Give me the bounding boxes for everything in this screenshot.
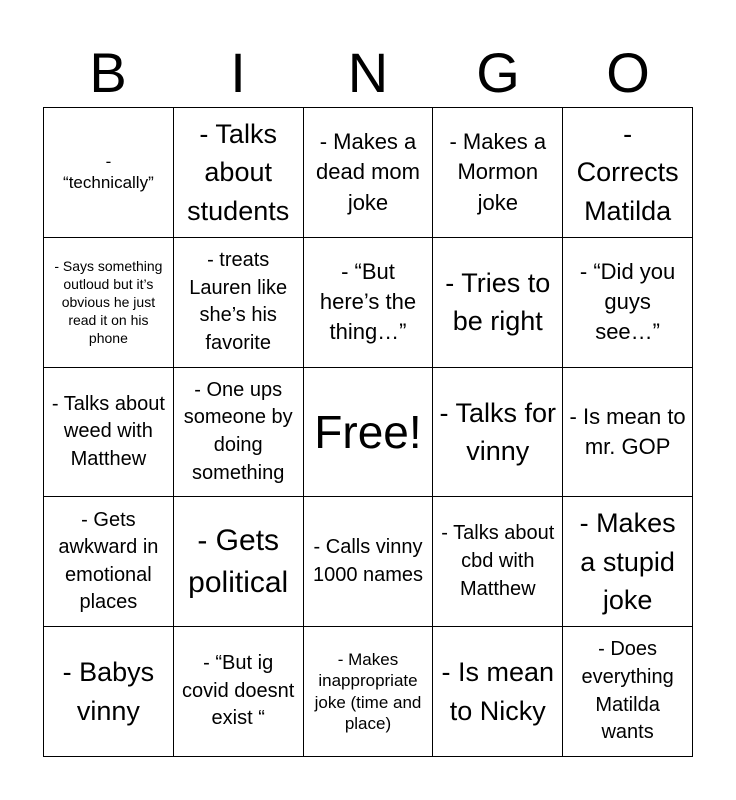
header-letter-g: G [476,41,520,104]
bingo-cell-r5c1[interactable]: - Babys vinny [44,627,174,757]
bingo-cell-r4c2[interactable]: - Gets political [174,497,304,627]
bingo-cell-r1c4[interactable]: - Makes a Mormon joke [433,108,563,238]
bingo-cell-free[interactable]: Free! [304,368,434,498]
bingo-cell-r5c2[interactable]: - “But ig covid doesnt exist “ [174,627,304,757]
bingo-cell-r3c2[interactable]: - One ups someone by doing something [174,368,304,498]
bingo-header [43,40,693,106]
bingo-cell-r2c1[interactable]: - Says something outloud but it’s obvious he just read it on his phone [44,238,174,368]
bingo-cell-r4c5[interactable]: - Makes a stupid joke [563,497,693,627]
bingo-cell-r1c3[interactable]: - Makes a dead mom joke [304,108,434,238]
bingo-cell-r5c5[interactable]: - Does everything Matilda wants [563,627,693,757]
header-letter-b: B [89,41,127,104]
bingo-cell-r4c4[interactable]: - Talks about cbd with Matthew [433,497,563,627]
bingo-cell-r4c1[interactable]: - Gets awkward in emotional places [44,497,174,627]
bingo-cell-r1c1[interactable]: - “technically” [44,108,174,238]
bingo-cell-r5c3[interactable]: - Makes inappropriate joke (time and place) [304,627,434,757]
bingo-cell-r3c1[interactable]: - Talks about weed with Matthew [44,368,174,498]
bingo-cell-r1c5[interactable]: - Corrects Matilda [563,108,693,238]
bingo-board [43,107,693,757]
bingo-cell-r2c3[interactable]: - “But here’s the thing…” [304,238,434,368]
bingo-cell-r2c2[interactable]: - treats Lauren like she’s his favorite [174,238,304,368]
bingo-cell-r2c5[interactable]: - “Did you guys see…” [563,238,693,368]
header-letter-o: O [606,41,650,104]
bingo-cell-r2c4[interactable]: - Tries to be right [433,238,563,368]
bingo-cell-r4c3[interactable]: - Calls vinny 1000 names [304,497,434,627]
header-letter-n: N [347,41,389,104]
bingo-cell-r3c5[interactable]: - Is mean to mr. GOP [563,368,693,498]
bingo-cell-r1c2[interactable]: - Talks about students [174,108,304,238]
header-letter-i: I [230,41,246,104]
bingo-cell-r3c4[interactable]: - Talks for vinny [433,368,563,498]
bingo-cell-r5c4[interactable]: - Is mean to Nicky [433,627,563,757]
